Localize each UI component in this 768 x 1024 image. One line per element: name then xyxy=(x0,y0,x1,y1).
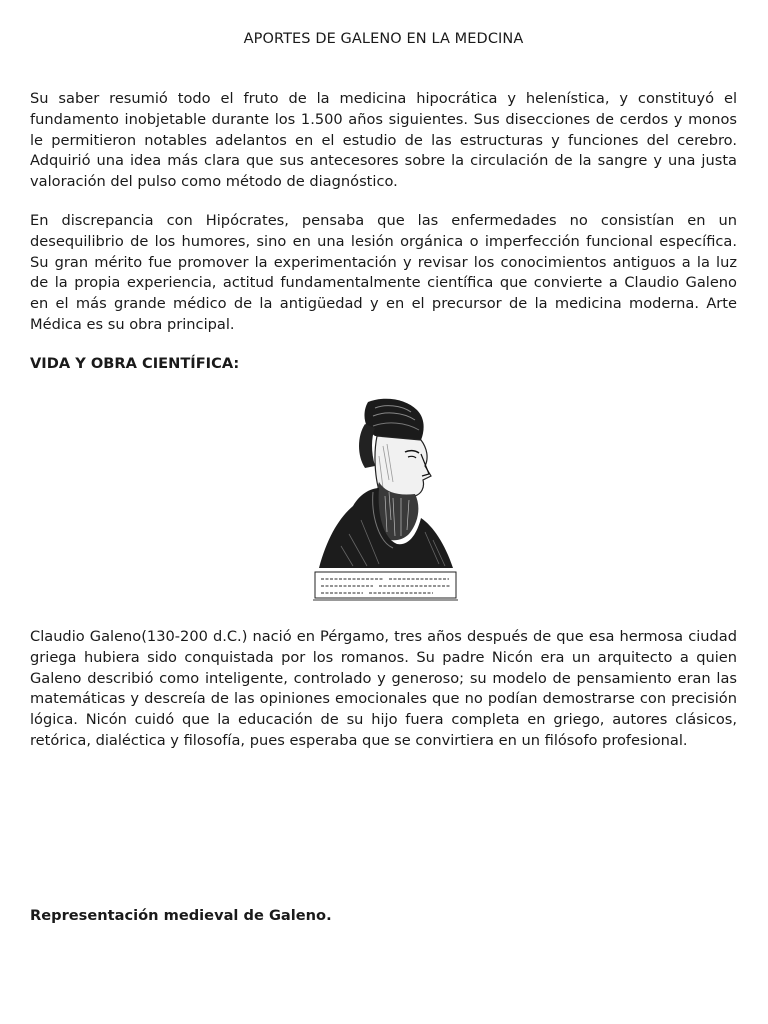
paragraph-1: Su saber resumió todo el fruto de la medicina hipocrática y helenística, y constituyó el fundamento inobjetable durante los 1.500 años siguientes. Sus disecciones de cerdos y monos le permitieron notables adelantos en el estudio de las estructuras y funciones del cerebro. Adquirió una idea más clara que sus antecesores sobre la circulación de la sangre y una justa valoración del pulso como método de diagnóstico. xyxy=(30,90,737,191)
paragraph-3: Claudio Galeno(130-200 d.C.) nació en Pérgamo, tres años después de que esa hermosa ciudad griega hubiera sido conquistada por los romanos. Su padre Nicón era un arquitecto a quien Galeno describió como inteligente, controlado y generoso; su modelo de pensamiento eran las matemáticas y descreía de las opiniones emocionales que no podían demostrarse con precisión lógica. Nicón cuidó que la educación de su hijo fuera completa en griego, autores clásicos, retórica, dialéctica y filosofía, pues esperaba que se convirtiera en un filósofo profesional. xyxy=(30,628,737,749)
galen-portrait-engraving xyxy=(313,396,458,608)
paragraph-2: En discrepancia con Hipócrates, pensaba que las enfermedades no consistían en un desequilibrio de los humores, sino en una lesión orgánica o imperfección funcional específica. Su gran mérito fue promover la experimentación y revisar los conocimientos antiguos a la luz de la propia experiencia, actitud fundamentalmente científica que convierte a Claudio Galeno en el más grande médico de la antigüedad y en el precursor de la medicina moderna. Arte Médica es su obra principal. xyxy=(30,212,737,333)
section-heading: VIDA Y OBRA CIENTÍFICA: xyxy=(30,355,240,372)
page-title: APORTES DE GALENO EN LA MEDCINA xyxy=(243,31,524,47)
image-caption: Representación medieval de Galeno. xyxy=(30,907,332,924)
